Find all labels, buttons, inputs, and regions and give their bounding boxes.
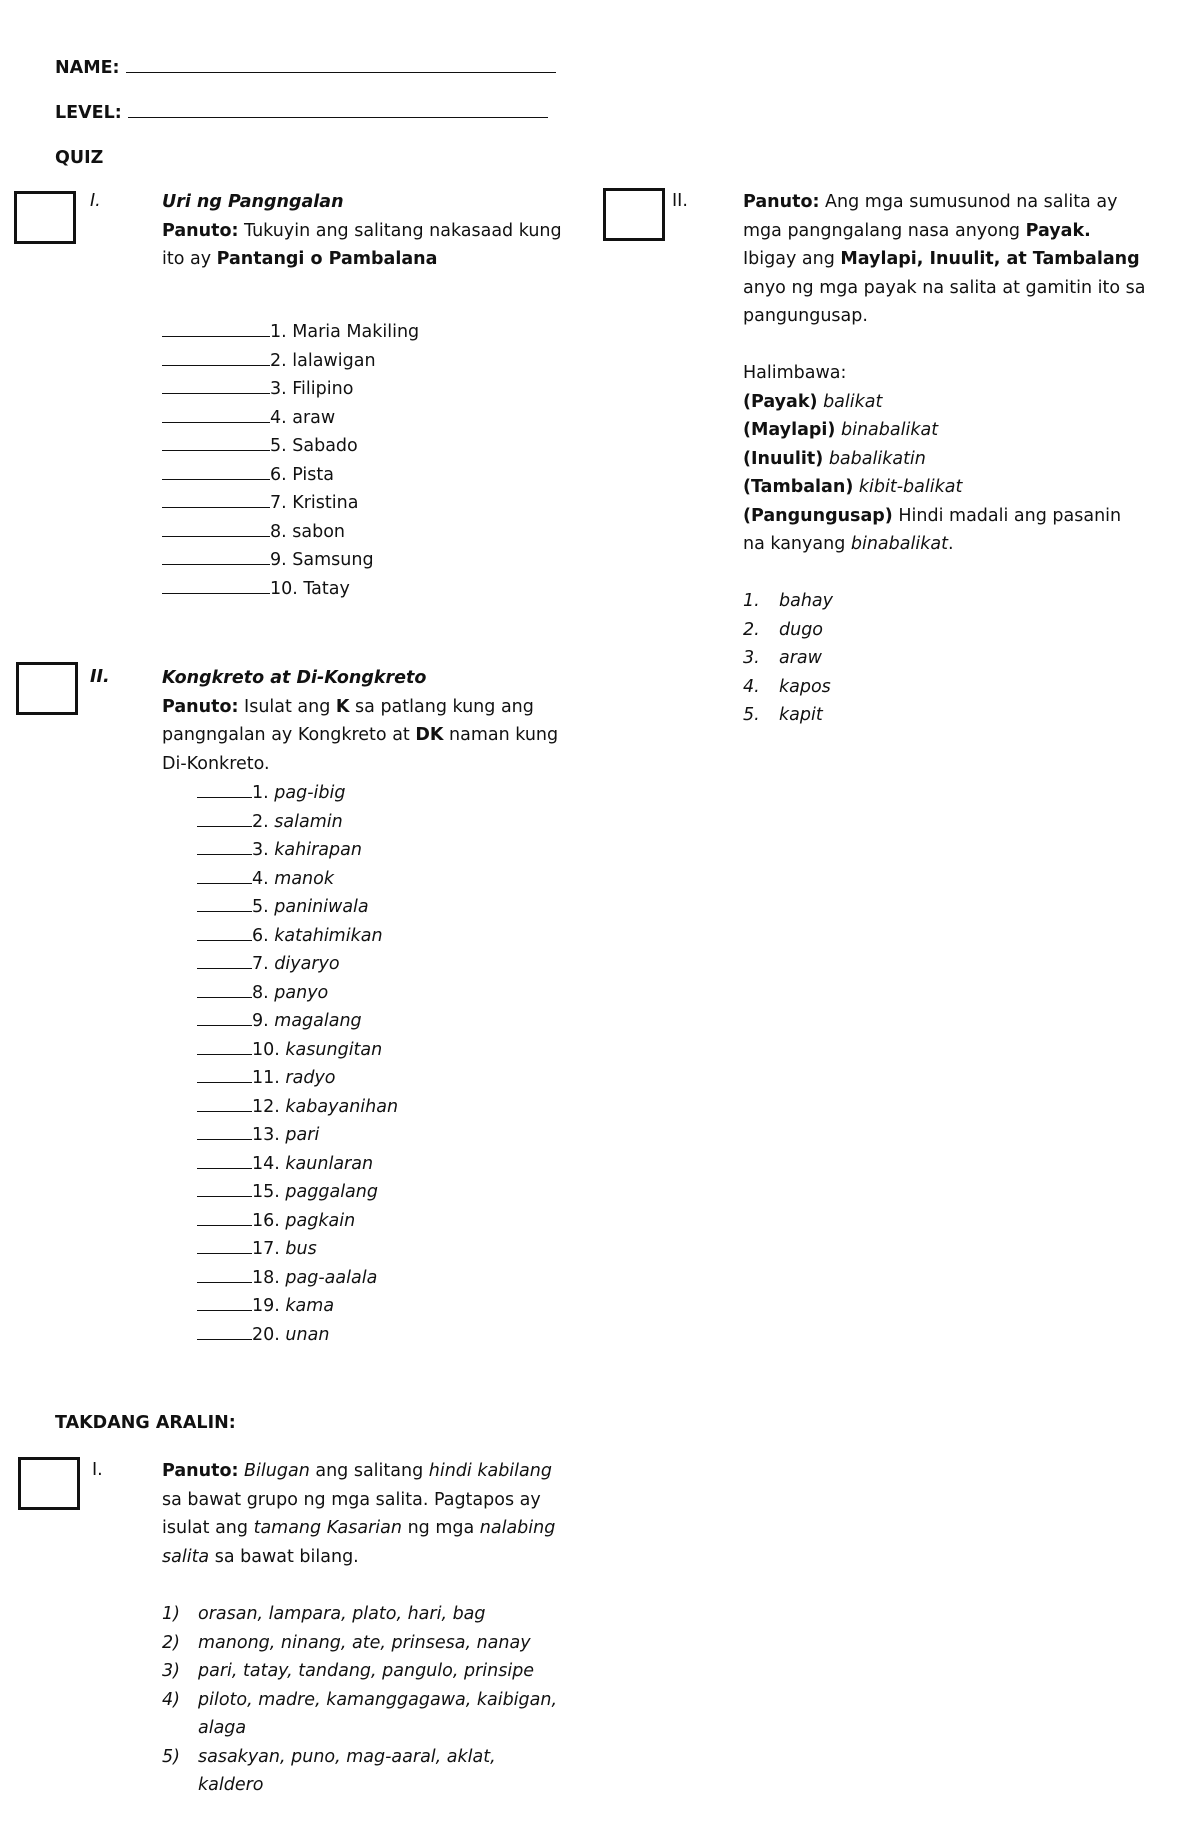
list-item bbox=[162, 318, 419, 347]
item-number: 5. bbox=[252, 897, 269, 917]
part2-list bbox=[197, 779, 398, 1349]
item-number: 16. bbox=[252, 1210, 280, 1231]
answer-blank[interactable] bbox=[197, 1036, 252, 1055]
part1-numeral: I. bbox=[90, 191, 101, 211]
item-number: 14. bbox=[252, 1153, 280, 1174]
list-item-continued bbox=[162, 1714, 582, 1743]
item-number: 15. bbox=[252, 1182, 280, 1202]
item-text: 6. Pista bbox=[270, 464, 334, 485]
list-item bbox=[197, 1235, 398, 1264]
list-item bbox=[197, 1292, 398, 1321]
list-item bbox=[743, 616, 1148, 645]
score-box-2[interactable] bbox=[16, 662, 78, 715]
item-word: diyaryo bbox=[274, 954, 340, 974]
item-number: 18. bbox=[252, 1267, 280, 1288]
item-word: manok bbox=[274, 868, 334, 889]
level-row bbox=[55, 103, 548, 123]
answer-blank[interactable] bbox=[162, 375, 270, 394]
item-number: 17. bbox=[252, 1239, 280, 1259]
item-number: 3. bbox=[252, 840, 269, 860]
item-number: 20. bbox=[252, 1324, 280, 1345]
list-item bbox=[162, 461, 419, 490]
answer-blank[interactable] bbox=[197, 950, 252, 969]
answer-blank[interactable] bbox=[197, 1264, 252, 1283]
item-word: kasungitan bbox=[285, 1039, 383, 1060]
list-item bbox=[162, 375, 419, 404]
list-item bbox=[197, 922, 398, 951]
list-item bbox=[743, 701, 1148, 730]
answer-blank[interactable] bbox=[162, 404, 270, 423]
item-number: 2. bbox=[252, 811, 269, 832]
answer-blank[interactable] bbox=[197, 1007, 252, 1026]
list-item bbox=[197, 836, 398, 865]
example-label: (Tambalan) bbox=[743, 477, 854, 497]
example-label: (Inuulit) bbox=[743, 448, 824, 469]
item-number: 7. bbox=[252, 954, 269, 974]
list-item bbox=[162, 432, 419, 461]
item-word: pari bbox=[285, 1125, 320, 1145]
item-word: paniniwala bbox=[274, 897, 369, 917]
item-number: 19. bbox=[252, 1296, 280, 1316]
score-box-1[interactable] bbox=[14, 191, 76, 244]
item-number: 12. bbox=[252, 1096, 280, 1117]
item-number: 4. bbox=[743, 676, 760, 697]
answer-blank[interactable] bbox=[162, 546, 270, 565]
list-item bbox=[197, 893, 398, 922]
list-item bbox=[197, 950, 398, 979]
list-item bbox=[197, 1121, 398, 1150]
part3-header bbox=[743, 188, 1148, 730]
answer-blank[interactable] bbox=[162, 461, 270, 480]
item-word: magalang bbox=[274, 1011, 362, 1031]
list-item bbox=[197, 779, 398, 808]
item-number: 11. bbox=[252, 1068, 280, 1088]
answer-blank[interactable] bbox=[197, 979, 252, 998]
answer-blank[interactable] bbox=[162, 489, 270, 508]
part1-header bbox=[162, 188, 562, 274]
item-text: manong, ninang, ate, prinsesa, nanay bbox=[198, 1632, 531, 1653]
item-text: 1. Maria Makiling bbox=[270, 322, 420, 342]
list-item bbox=[197, 1178, 398, 1207]
item-word: katahimikan bbox=[274, 925, 383, 946]
answer-blank[interactable] bbox=[197, 779, 252, 798]
answer-blank[interactable] bbox=[197, 1150, 252, 1169]
part2-header bbox=[162, 664, 567, 778]
list-item bbox=[197, 865, 398, 894]
answer-blank[interactable] bbox=[197, 865, 252, 884]
item-text: pari, tatay, tandang, pangulo, prinsipe bbox=[198, 1661, 535, 1681]
item-word: kahirapan bbox=[274, 840, 362, 860]
item-number: 2. bbox=[743, 619, 760, 640]
item-number: 13. bbox=[252, 1125, 280, 1145]
answer-blank[interactable] bbox=[197, 1207, 252, 1226]
level-field[interactable] bbox=[128, 117, 548, 118]
item-text: 5. Sabado bbox=[270, 436, 358, 456]
list-item bbox=[162, 404, 419, 433]
answer-blank[interactable] bbox=[162, 347, 270, 366]
answer-blank[interactable] bbox=[162, 432, 270, 451]
list-item bbox=[162, 575, 419, 604]
item-number: 3. bbox=[743, 648, 760, 668]
item-number: 4) bbox=[162, 1689, 180, 1710]
answer-blank[interactable] bbox=[162, 575, 270, 594]
item-word: radyo bbox=[285, 1068, 336, 1088]
name-field[interactable] bbox=[126, 72, 556, 73]
answer-blank[interactable] bbox=[197, 1321, 252, 1340]
item-word: kapit bbox=[779, 705, 823, 725]
list-item bbox=[162, 1600, 582, 1629]
example-row bbox=[743, 473, 1148, 502]
item-number: 1. bbox=[743, 591, 760, 611]
list-item bbox=[197, 1093, 398, 1122]
homework-list bbox=[162, 1600, 582, 1800]
example-row bbox=[743, 445, 1148, 474]
list-item bbox=[743, 673, 1148, 702]
name-label: NAME: bbox=[55, 58, 120, 78]
answer-blank[interactable] bbox=[197, 836, 252, 855]
example-row bbox=[743, 388, 1148, 417]
part3-list bbox=[743, 587, 1148, 730]
example-label: Halimbawa: bbox=[743, 363, 847, 383]
list-item bbox=[162, 489, 419, 518]
item-word: unan bbox=[285, 1324, 330, 1345]
answer-blank[interactable] bbox=[197, 1292, 252, 1311]
example-sentence: (Pangungusap) Hindi madali ang pasanin na kanyang binabalikat. bbox=[743, 505, 1122, 554]
homework-title: TAKDANG ARALIN: bbox=[55, 1413, 236, 1433]
list-item bbox=[743, 587, 1148, 616]
item-word: bahay bbox=[779, 591, 834, 611]
item-word: pagkain bbox=[285, 1210, 356, 1231]
item-word: paggalang bbox=[285, 1182, 378, 1202]
item-number: 9. bbox=[252, 1011, 269, 1031]
item-number: 2) bbox=[162, 1632, 180, 1653]
item-text: sasakyan, puno, mag-aaral, aklat, bbox=[198, 1746, 496, 1767]
item-word: panyo bbox=[274, 982, 329, 1003]
answer-blank[interactable] bbox=[197, 1121, 252, 1140]
list-item bbox=[162, 1629, 582, 1658]
score-box-4[interactable] bbox=[18, 1457, 80, 1510]
item-text: orasan, lampara, plato, hari, bag bbox=[198, 1604, 486, 1624]
answer-blank[interactable] bbox=[197, 808, 252, 827]
example-word: binabalikat bbox=[841, 420, 939, 440]
list-item bbox=[197, 1150, 398, 1179]
list-item bbox=[197, 1264, 398, 1293]
item-text: 3. Filipino bbox=[270, 379, 354, 399]
answer-blank[interactable] bbox=[197, 893, 252, 912]
item-word: kapos bbox=[779, 676, 831, 697]
answer-blank[interactable] bbox=[197, 922, 252, 941]
list-item bbox=[162, 518, 419, 547]
homework-numeral: I. bbox=[92, 1460, 103, 1480]
part3-directions: Panuto: Ang mga sumusunod na salita ay mga pangngalang nasa anyong Payak. Ibigay ang Maylapi, Inuulit, at Tambalang anyo ng mga payak na salita at gamitin ito sa pangungusap. bbox=[743, 192, 1146, 326]
level-label: LEVEL: bbox=[55, 103, 122, 123]
example-word: kibit-balikat bbox=[858, 477, 963, 497]
item-word: kabayanihan bbox=[285, 1096, 399, 1117]
quiz-label: QUIZ bbox=[55, 148, 104, 168]
item-text: 10. Tatay bbox=[270, 578, 350, 599]
list-item bbox=[162, 347, 419, 376]
item-number: 3) bbox=[162, 1661, 180, 1681]
example-label: (Payak) bbox=[743, 391, 818, 412]
item-number: 1) bbox=[162, 1604, 180, 1624]
part3-numeral: II. bbox=[672, 191, 688, 211]
part1-title: Uri ng Pangngalan bbox=[162, 192, 344, 212]
answer-blank[interactable] bbox=[197, 1064, 252, 1083]
name-row bbox=[55, 58, 556, 78]
examples bbox=[743, 388, 1148, 502]
item-word: pag-aalala bbox=[285, 1267, 378, 1288]
item-text: 8. sabon bbox=[270, 521, 346, 542]
part1-list bbox=[162, 318, 419, 603]
answer-blank[interactable] bbox=[162, 318, 270, 337]
item-number: 10. bbox=[252, 1039, 280, 1060]
list-item bbox=[197, 1321, 398, 1350]
example-row bbox=[743, 416, 1148, 445]
score-box-3[interactable] bbox=[603, 188, 665, 241]
item-word: dugo bbox=[779, 619, 824, 640]
example-label: (Maylapi) bbox=[743, 420, 836, 440]
answer-blank[interactable] bbox=[197, 1235, 252, 1254]
list-item bbox=[197, 979, 398, 1008]
item-text: 9. Samsung bbox=[270, 550, 374, 570]
part2-numeral: II. bbox=[90, 667, 110, 687]
list-item bbox=[197, 1036, 398, 1065]
list-item bbox=[743, 644, 1148, 673]
item-text: 4. araw bbox=[270, 407, 336, 428]
list-item bbox=[162, 1686, 582, 1715]
item-text-continued: alaga bbox=[198, 1718, 247, 1738]
item-text: 2. lalawigan bbox=[270, 350, 376, 371]
item-word: pag-ibig bbox=[274, 783, 346, 803]
part2-title: Kongkreto at Di-Kongkreto bbox=[162, 668, 427, 688]
item-number: 5. bbox=[743, 705, 760, 725]
answer-blank[interactable] bbox=[197, 1178, 252, 1197]
item-word: araw bbox=[779, 648, 822, 668]
item-number: 6. bbox=[252, 925, 269, 946]
part2-directions: Panuto: Isulat ang K sa patlang kung ang pangngalan ay Kongkreto at DK naman kung Di-Konkreto. bbox=[162, 696, 559, 774]
answer-blank[interactable] bbox=[162, 518, 270, 537]
item-text: piloto, madre, kamanggagawa, kaibigan, bbox=[198, 1689, 558, 1710]
item-word: bus bbox=[285, 1239, 317, 1259]
example-word: babalikatin bbox=[828, 448, 926, 469]
item-word: kama bbox=[285, 1296, 335, 1316]
item-word: kaunlaran bbox=[285, 1153, 374, 1174]
item-number: 8. bbox=[252, 982, 269, 1003]
list-item-continued bbox=[162, 1771, 582, 1800]
list-item bbox=[197, 808, 398, 837]
part1-directions: Panuto: Tukuyin ang salitang nakasaad kung ito ay Pantangi o Pambalana bbox=[162, 220, 562, 269]
list-item bbox=[162, 1657, 582, 1686]
list-item bbox=[197, 1064, 398, 1093]
list-item bbox=[197, 1207, 398, 1236]
item-word: salamin bbox=[274, 811, 343, 832]
item-number: 5) bbox=[162, 1746, 180, 1767]
list-item bbox=[162, 546, 419, 575]
item-text-continued: kaldero bbox=[198, 1775, 264, 1795]
example-word: balikat bbox=[823, 391, 883, 412]
answer-blank[interactable] bbox=[197, 1093, 252, 1112]
item-text: 7. Kristina bbox=[270, 493, 359, 513]
item-number: 1. bbox=[252, 783, 269, 803]
homework-directions: Panuto: Bilugan ang salitang hindi kabilang sa bawat grupo ng mga salita. Pagtapos ay isulat ang tamang Kasarian ng mga nalabing salita sa bawat bilang. bbox=[162, 1461, 556, 1567]
list-item bbox=[197, 1007, 398, 1036]
list-item bbox=[162, 1743, 582, 1772]
item-number: 4. bbox=[252, 868, 269, 889]
